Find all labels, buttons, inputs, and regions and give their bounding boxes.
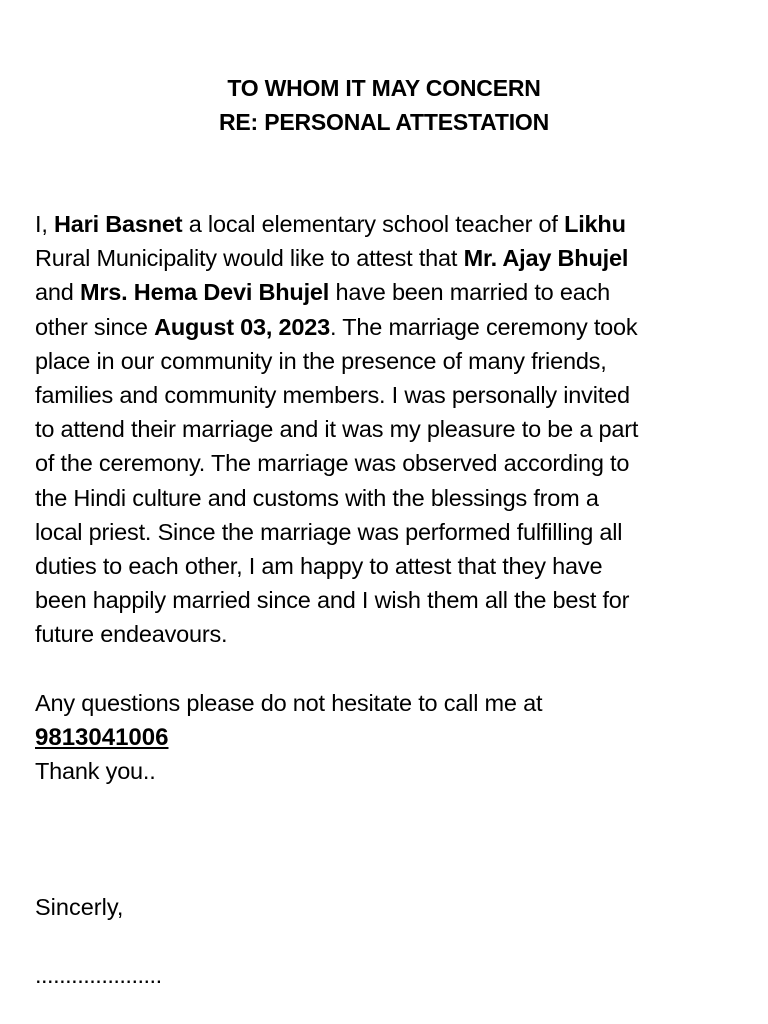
thanks-line: Thank you..	[35, 758, 156, 784]
body-line: local priest. Since the marriage was performed fulfilling all	[35, 518, 623, 545]
body-text-segment: Rural Municipality would like to attest that	[35, 245, 464, 272]
groom-name: Mr. Ajay Bhujel	[463, 245, 629, 272]
closing-salutation: Sincerly,	[35, 894, 124, 920]
body-line: the Hindi culture and customs with the blessings from a	[35, 484, 599, 511]
body-line	[35, 275, 755, 309]
phone-line	[35, 720, 755, 754]
body-line: of the ceremony. The marriage was observed according to	[35, 450, 630, 477]
letter-heading	[0, 71, 768, 139]
paragraph-spacer	[35, 651, 755, 685]
attester-name: Hari Basnet	[54, 211, 183, 237]
body-text-segment: . The marriage ceremony took	[330, 313, 638, 340]
body-text-segment: I,	[35, 211, 54, 237]
phone-number: 9813041006	[35, 723, 169, 751]
body-text-segment: and	[35, 279, 80, 306]
place-name: Likhu	[564, 211, 626, 237]
body-line: duties to each other, I am happy to attest that they have	[35, 552, 603, 579]
body-text-segment: have been married to each	[329, 279, 611, 306]
bride-name: Mrs. Hema Devi Bhujel	[79, 279, 330, 306]
signature-placeholder: .....................	[35, 962, 162, 988]
body-line: been happily married since and I wish them all the best for	[35, 587, 630, 614]
body-line	[35, 310, 755, 344]
body-text-segment: a local elementary school teacher of	[182, 211, 565, 237]
heading-subject: RE: PERSONAL ATTESTATION	[219, 109, 549, 135]
marriage-date: August 03, 2023	[154, 313, 331, 340]
body-line	[35, 207, 755, 241]
body-line	[35, 241, 755, 275]
contact-line: Any questions please do not hesitate to call me at	[35, 689, 543, 716]
letter-body	[35, 207, 755, 788]
body-line: place in our community in the presence of many friends,	[35, 347, 607, 374]
body-text-segment: other since	[35, 313, 155, 340]
body-line: future endeavours.	[35, 621, 228, 648]
body-line: to attend their marriage and it was my pleasure to be a part	[35, 416, 639, 443]
heading-to-whom: TO WHOM IT MAY CONCERN	[227, 75, 541, 101]
body-line: families and community members. I was personally invited	[35, 381, 630, 408]
